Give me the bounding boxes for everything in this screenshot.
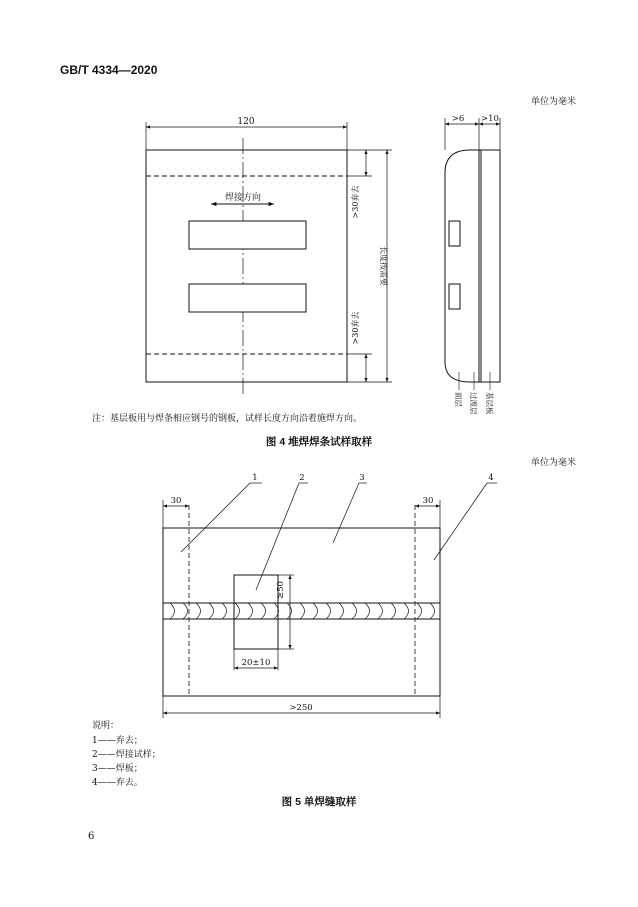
- page-number: 6: [88, 831, 95, 842]
- figure4-weld-direction-label: 焊接方向: [224, 193, 262, 203]
- figure4-unit-label: 单位为毫米: [530, 97, 576, 107]
- figure5-callout-1: 1: [252, 473, 258, 483]
- figure5-legend-item: 2——焊接试样；: [92, 750, 161, 760]
- figure5-callout-2: 2: [299, 473, 305, 483]
- figure5-dim-sample-width: 20±10: [241, 658, 271, 668]
- figure4-dim-right: >10: [481, 114, 499, 124]
- figure5-dim-height: ≥50: [276, 581, 286, 599]
- figure4-layer-transition: 过渡层: [469, 392, 478, 415]
- figure5-legend-item: 1——弃去；: [92, 736, 143, 746]
- figure5-dim-right: 30: [422, 496, 434, 506]
- figure4-discard-top-label: >30弃去: [351, 185, 360, 219]
- figure5-plate-drawing: [163, 483, 497, 718]
- figure4-layer-surface: 面层: [454, 392, 463, 407]
- figure4-layer-base: 基层板: [485, 392, 494, 415]
- figure4-dim-left: >6: [451, 114, 465, 124]
- figure5-callout-4: 4: [488, 473, 494, 483]
- figure5-caption: 图 5 单焊缝取样: [281, 796, 357, 808]
- figure5-legend-item: 4——弃去。: [92, 778, 143, 788]
- figure5-legend-title: 说明：: [92, 721, 120, 731]
- figure4-width-dim: 120: [237, 117, 255, 127]
- standard-code: GB/T 4334—2020: [60, 63, 158, 77]
- figure5-unit-label: 单位为毫米: [530, 458, 576, 468]
- figure5-dim-left: 30: [170, 496, 182, 506]
- figure4-plate-drawing: [146, 122, 392, 396]
- figure4-side-view: [445, 118, 500, 390]
- figure5-dim-total: >250: [289, 703, 313, 713]
- figure4-note: 注：基层板用与焊条相应钢号的钢板，试样长度方向沿着施焊方向。: [92, 414, 363, 424]
- figure4-caption: 图 4 堆焊焊条试样取样: [265, 436, 373, 448]
- figure5-callout-3: 3: [359, 473, 365, 483]
- figure5-legend-item: 3——焊板；: [92, 764, 143, 774]
- figure4-discard-bottom-label: >30弃去: [351, 311, 360, 345]
- figure4-length-label: 长度按需要: [379, 246, 388, 286]
